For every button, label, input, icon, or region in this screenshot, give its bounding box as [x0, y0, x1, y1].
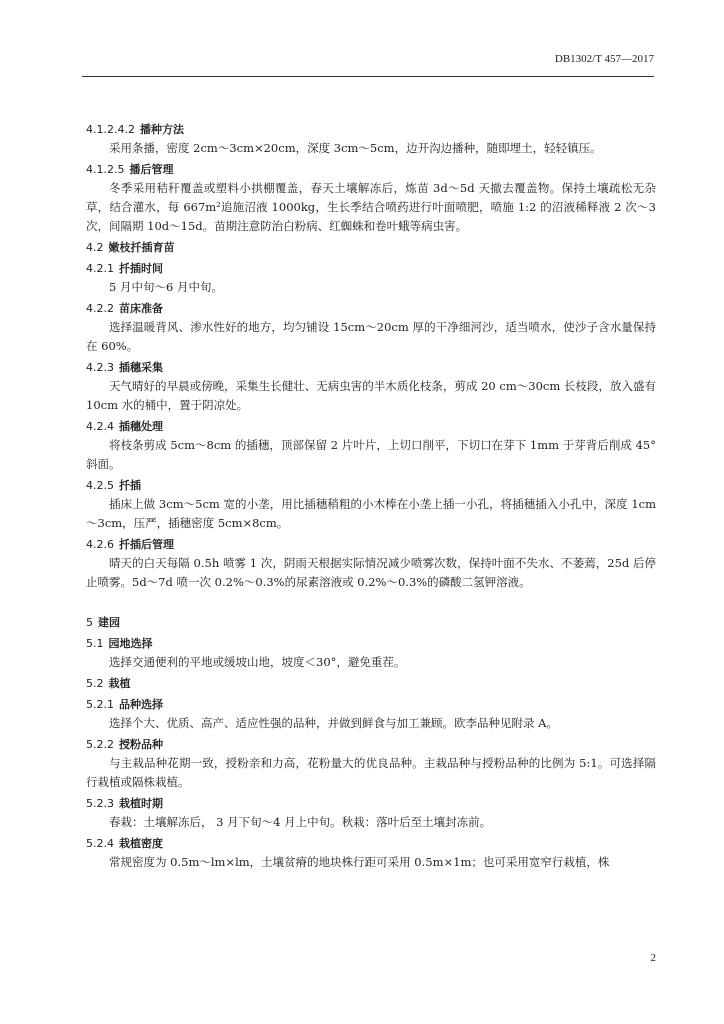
- section-number: 4.2.1: [86, 262, 114, 275]
- paragraph: 选择温暖背风、渗水性好的地方，均匀铺设 15cm～20cm 厚的干净细河沙，适当喷水，使沙子含水量保持在 60%。: [86, 320, 656, 353]
- section-number: 5.2.2: [86, 738, 114, 751]
- section-title: 苗床准备: [119, 302, 163, 315]
- paragraph: 插床上做 3cm～5cm 宽的小垄，用比插穗稍粗的小木棒在小垄上插一小孔，将插穗插入小孔中，深度 1cm～3cm，压严，插穗密度 5cm×8cm。: [86, 497, 656, 530]
- section-number: 5.2: [86, 677, 104, 690]
- section-heading: [86, 535, 656, 554]
- section-heading: [86, 120, 656, 139]
- section-title: 嫩枝扦插育苗: [108, 241, 175, 254]
- section-title: 扦插时间: [119, 262, 163, 275]
- section-heading: [86, 358, 656, 377]
- section-title: 扦插: [119, 479, 141, 492]
- section-heading: [86, 476, 656, 495]
- document-body: [86, 118, 656, 872]
- page-number: 2: [650, 952, 656, 964]
- paragraph: 采用条播，密度 2cm～3cm×20cm，深度 3cm～5cm，边开沟边播种，随即埋土，轻轻镇压。: [109, 141, 602, 155]
- section-number: 5.2.4: [86, 837, 114, 850]
- section-heading: [86, 674, 656, 693]
- section-heading: [86, 259, 656, 278]
- section-title: 品种选择: [119, 698, 163, 711]
- section-title: 栽植时期: [119, 797, 163, 810]
- section-number: 4.1.2.5: [86, 163, 125, 176]
- section-number: 4.1.2.4.2: [86, 123, 135, 136]
- section-number: 4.2.4: [86, 420, 114, 433]
- section-heading: [86, 695, 656, 714]
- paragraph: 天气晴好的早晨或傍晚，采集生长健壮、无病虫害的半木质化枝条，剪成 20 cm～30cm 长枝段，放入盛有 10cm 水的桶中，置于阴凉处。: [86, 379, 656, 412]
- section-title: 插穗采集: [119, 361, 163, 374]
- paragraph: 与主栽品种花期一致，授粉亲和力高，花粉量大的优良品种。主栽品种与授粉品种的比例为 5:1。可选择隔行栽植或隔株栽植。: [86, 756, 656, 789]
- section-number: 5.1: [86, 637, 104, 650]
- paragraph: 晴天的白天每隔 0.5h 喷雾 1 次，阴雨天根据实际情况减少喷雾次数，保持叶面不失水、不萎蔫，25d 后停止喷雾。5d～7d 喷一次 0.2%～0.3%的尿素溶液或 0.2%～0.3%的磷酸二氢钾溶液。: [86, 556, 656, 589]
- section-heading: [86, 613, 656, 632]
- paragraph: 5 月中旬～6 月中旬。: [109, 280, 223, 294]
- paragraph: 常规密度为 0.5m～lm×lm，土壤贫瘠的地块株行距可采用 0.5m×1m；也可采用宽窄行栽植，株: [109, 855, 610, 869]
- section-title: 播种方法: [139, 123, 184, 136]
- paragraph: 选择交通便利的平地或缓坡山地，坡度＜30°，避免重茬。: [109, 655, 406, 669]
- section-heading: [86, 794, 656, 813]
- section-number: 4.2.2: [86, 302, 114, 315]
- section-heading: [86, 834, 656, 853]
- section-heading: [86, 417, 656, 436]
- section-spacer: [86, 592, 656, 611]
- section-number: 4.2.3: [86, 361, 114, 374]
- section-number: 5.2.1: [86, 698, 114, 711]
- section-number: 4.2: [86, 241, 104, 254]
- section-heading: [86, 634, 656, 653]
- paragraph: 选择个大、优质、高产、适应性强的品种，并做到鲜食与加工兼顾。欧李品种见附录 A。: [109, 716, 558, 730]
- section-title: 园地选择: [108, 637, 153, 650]
- section-number: 5: [86, 616, 93, 629]
- paragraph: 将枝条剪成 5cm～8cm 的插穗，顶部保留 2 片叶片，上切口削平，下切口在芽下 1mm 于芽背后削成 45° 斜面。: [86, 438, 656, 471]
- section-heading: [86, 299, 656, 318]
- paragraph: 冬季采用秸秆覆盖或塑料小拱棚覆盖，春天土壤解冻后，炼苗 3d～5d 天撤去覆盖物。保持土壤疏松无杂草，结合灌水，每 667m²追施沼液 1000kg，生长季结合喷药进行叶面喷肥，喷施 1:2 的沼液稀释液 2 次～3 次，间隔期 10d～15d。苗期注意防治白粉病、红蜘蛛和卷叶蛾等病虫害。: [86, 181, 656, 233]
- section-title: 栽植: [108, 677, 131, 690]
- header-rule: [82, 76, 654, 77]
- section-number: 4.2.5: [86, 479, 114, 492]
- paragraph: 春栽：土壤解冻后， 3 月下旬～4 月上中旬。秋栽：落叶后至土壤封冻前。: [109, 815, 492, 829]
- section-title: 栽植密度: [119, 837, 163, 850]
- section-title: 扦插后管理: [119, 538, 174, 551]
- section-title: 播后管理: [129, 163, 174, 176]
- section-title: 建园: [98, 616, 120, 629]
- section-heading: [86, 160, 656, 179]
- section-number: 5.2.3: [86, 797, 114, 810]
- section-heading: [86, 735, 656, 754]
- section-title: 插穗处理: [119, 420, 163, 433]
- section-title: 授粉品种: [119, 738, 163, 751]
- section-heading: [86, 238, 656, 257]
- section-number: 4.2.6: [86, 538, 114, 551]
- document-number: DB1302/T 457—2017: [554, 53, 654, 65]
